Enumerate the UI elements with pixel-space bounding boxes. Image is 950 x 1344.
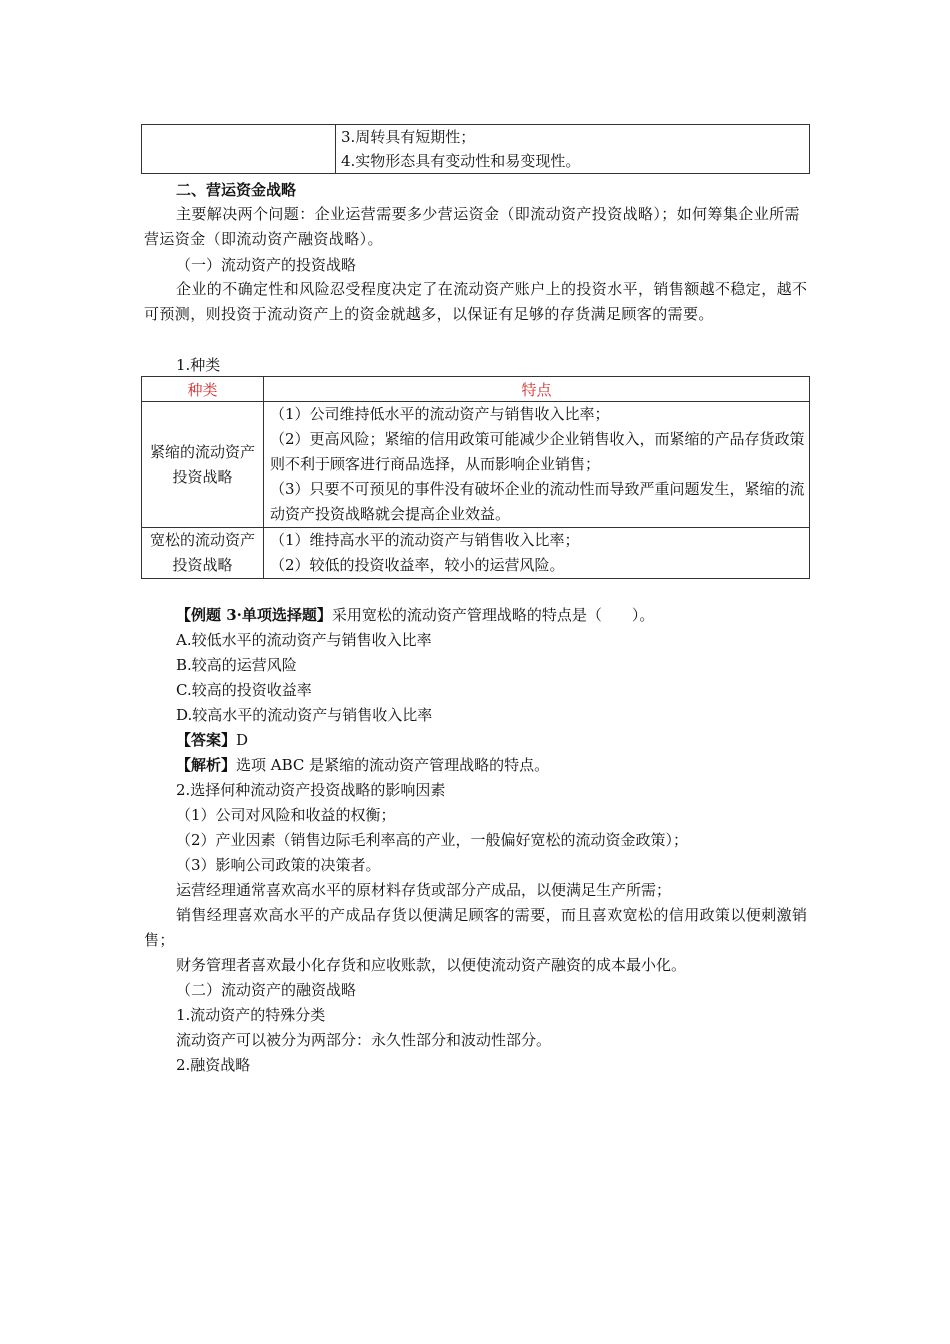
top-table-line-1: 3.周转具有短期性； (341, 128, 476, 146)
feature-item: （1）维持高水平的流动资产与销售收入比率； (270, 531, 580, 549)
feature-item: （1）公司维持低水平的流动资产与销售收入比率； (270, 405, 610, 423)
top-table-fragment (141, 124, 810, 174)
investment-strategy-paragraph: 企业的不确定性和风险忍受程度决定了在流动资产账户上的投资水平，销售额越不稳定，越不可预测，则投资于流动资产上的资金就越多，以保证有足够的存货满足顾客的需要。 (144, 280, 808, 323)
option-a: A.较低水平的流动资产与销售收入比率 (176, 631, 432, 649)
example-question-text: 采用宽松的流动资产管理战略的特点是（ ）。 (331, 606, 655, 624)
feature-item: （2）更高风险；紧缩的信用政策可能减少企业销售收入，而紧缩的产品存货政策则不利于顾客进行商品选择，从而影响企业销售； (270, 430, 805, 473)
special-classification-heading: 1.流动资产的特殊分类 (176, 1006, 326, 1024)
feature-item: （3）只要不可预见的事件没有破坏企业的流动性而导致严重问题发生，紧缩的流动资产投资战略就会提高企业效益。 (270, 480, 805, 523)
table-row (142, 402, 810, 528)
analysis (176, 753, 549, 777)
header-type: 种类 (142, 377, 264, 402)
analysis-label: 【解析】 (176, 756, 237, 774)
option-d: D.较高水平的流动资产与销售收入比率 (176, 706, 433, 724)
types-table-header-row (142, 377, 810, 402)
finance-manager-paragraph: 财务管理者喜欢最小化存货和应收账款，以便使流动资产融资的成本最小化。 (176, 956, 687, 974)
example-question (176, 603, 654, 627)
answer-value: D (236, 731, 249, 749)
factor-item: （2）产业因素（销售边际毛利率高的产业，一般偏好宽松的流动资金政策）； (176, 831, 689, 849)
option-b: B.较高的运营风险 (176, 656, 297, 674)
special-classification-paragraph: 流动资产可以被分为两部分：永久性部分和波动性部分。 (176, 1031, 552, 1049)
operations-manager-paragraph: 运营经理通常喜欢高水平的原材料存货或部分产成品，以便满足生产所需； (176, 881, 672, 899)
top-table-line-2: 4.实物形态具有变动性和易变现性。 (341, 152, 581, 170)
subsection-heading-investment-strategy: （一）流动资产的投资战略 (176, 256, 357, 274)
header-feature: 特点 (264, 377, 810, 402)
types-table (141, 376, 810, 579)
example-title: 【例题 3·单项选择题】 (176, 606, 332, 624)
financing-strategy-heading: 2.融资战略 (176, 1056, 251, 1074)
subsection-heading-financing-strategy: （二）流动资产的融资战略 (176, 981, 357, 999)
analysis-value: 选项 ABC 是紧缩的流动资产管理战略的特点。 (236, 756, 550, 774)
intro-paragraph: 主要解决两个问题：企业运营需要多少营运资金（即流动资产投资战略）；如何筹集企业所需营运资金（即流动资产融资战略）。 (144, 205, 800, 248)
top-table-right-cell (336, 125, 810, 174)
feature-cell-tight (264, 402, 810, 528)
table-row (142, 528, 810, 579)
factor-item: （1）公司对风险和收益的权衡； (176, 806, 396, 824)
feature-item: （2）较低的投资收益率，较小的运营风险。 (270, 556, 565, 574)
top-table-left-cell (142, 125, 336, 174)
answer-label: 【答案】 (176, 731, 237, 749)
type-cell-tight: 紧缩的流动资产投资战略 (142, 402, 264, 528)
factor-item: （3）影响公司政策的决策者。 (176, 856, 381, 874)
feature-cell-loose (264, 528, 810, 579)
types-heading: 1.种类 (176, 356, 221, 374)
type-cell-loose: 宽松的流动资产投资战略 (142, 528, 264, 579)
section-heading-working-capital-strategy: 二、营运资金战略 (176, 181, 297, 199)
answer (176, 728, 248, 752)
factors-heading: 2.选择何种流动资产投资战略的影响因素 (176, 781, 446, 799)
option-c: C.较高的投资收益率 (176, 681, 312, 699)
sales-manager-paragraph: 销售经理喜欢高水平的产成品存货以便满足顾客的需要，而且喜欢宽松的信用政策以便刺激销售； (144, 906, 808, 949)
